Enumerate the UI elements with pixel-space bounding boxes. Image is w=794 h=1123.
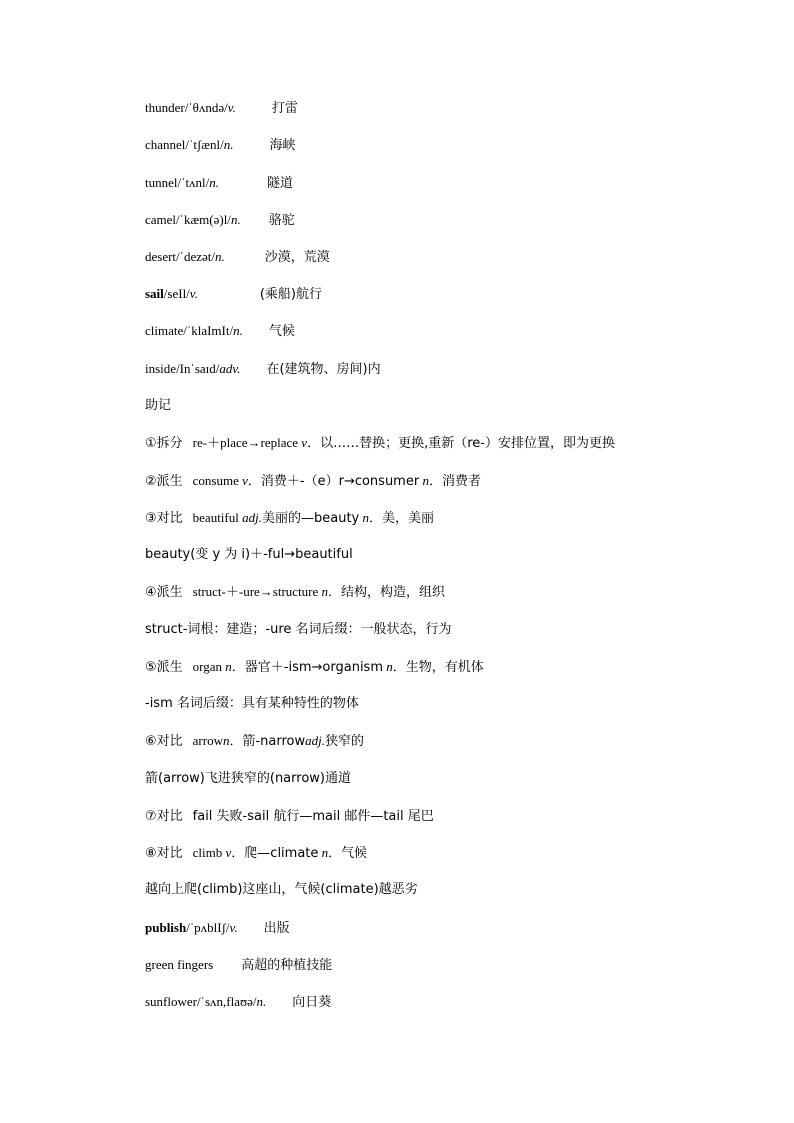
vocab-entry-green-fingers <box>145 956 332 975</box>
note-label: ⑧对比 <box>145 846 183 861</box>
vocab-entry-channel <box>145 136 295 155</box>
note-label: ⑤派生 <box>145 660 183 675</box>
phonetic: /ˈpʌblIʃ/ <box>186 920 230 935</box>
note-8 <box>145 844 367 863</box>
note-4-detail: struct-词根：建造；-ure 名词后缀：一般状态，行为 <box>145 622 452 637</box>
note-text: ．消费＋-（e）r→consumer <box>247 474 420 489</box>
note-label: ④派生 <box>145 585 183 600</box>
word: channel <box>145 137 186 152</box>
part-of-speech: n. <box>209 175 220 190</box>
note-text: consume <box>192 473 239 488</box>
phonetic: /Inˈsaɪd/ <box>176 361 220 376</box>
vocab-entry-camel <box>145 211 295 230</box>
vocab-entry-sunflower <box>145 993 331 1012</box>
note-label: ①拆分 <box>145 436 183 451</box>
note-text: ．美，美丽 <box>369 511 435 526</box>
pos: adj. <box>305 733 326 748</box>
word: sail <box>145 286 164 301</box>
note-text: beautiful <box>192 510 239 525</box>
note-label: ⑦对比 <box>145 809 183 824</box>
note-2 <box>145 472 481 491</box>
pos: n <box>321 584 329 599</box>
note-label: ②派生 <box>145 474 183 489</box>
note-text: organ <box>192 659 223 674</box>
meaning: (乘船)航行 <box>259 287 323 302</box>
part-of-speech: n. <box>230 212 241 227</box>
note-text: climb <box>192 845 223 860</box>
note-3-detail: beauty(变 y 为 i)＋-ful→beautiful <box>145 547 353 562</box>
note-text: ．气候 <box>328 846 368 861</box>
part-of-speech: n. <box>233 323 243 338</box>
phonetic: /ˈtʌnl/ <box>177 175 210 190</box>
part-of-speech: v. <box>189 286 198 301</box>
part-of-speech: v. <box>229 920 238 935</box>
word: inside <box>145 361 177 376</box>
note-5-detail: -ism 名词后缀：具有某种特性的物体 <box>145 696 359 711</box>
meaning: 沙漠，荒漠 <box>264 250 330 265</box>
word: climate <box>145 323 184 338</box>
note-text: re-＋place→replace <box>192 435 299 450</box>
pos: v <box>225 845 232 860</box>
phonetic: /seIl/ <box>163 286 190 301</box>
note-3 <box>145 509 434 528</box>
note-5 <box>145 658 484 677</box>
meaning: 海峡 <box>269 138 296 153</box>
meaning: 气候 <box>268 324 295 339</box>
phonetic: /ˈdezət/ <box>176 249 216 264</box>
phonetic: /ˈklaImIt/ <box>183 323 234 338</box>
pos: adj. <box>242 510 262 525</box>
vocab-entry-climate <box>145 322 295 341</box>
phonetic: /ˈtʃænl/ <box>185 137 224 152</box>
meaning: 高超的种植技能 <box>241 958 333 973</box>
part-of-speech: adv. <box>219 361 241 376</box>
note-text: arrow <box>192 733 223 748</box>
word: thunder <box>145 100 185 115</box>
vocab-entry-inside <box>145 360 381 379</box>
note-1 <box>145 434 615 453</box>
note-label: ③对比 <box>145 511 183 526</box>
part-of-speech: v. <box>227 100 236 115</box>
note-8-detail: 越向上爬(climb)这座山，气候(climate)越恶劣 <box>145 882 418 897</box>
note-text: 狭窄的 <box>325 734 365 749</box>
word: publish <box>145 920 187 935</box>
note-text: ．结构，构造，组织 <box>328 585 446 600</box>
note-text: struct-＋-ure→structure <box>192 584 319 599</box>
meaning: 在(建筑物、房间)内 <box>266 362 381 377</box>
word: sunflower <box>145 994 197 1009</box>
meaning: 打雷 <box>271 101 298 116</box>
pos: n <box>422 473 429 488</box>
meaning: 出版 <box>263 921 290 936</box>
pos: n <box>386 659 393 674</box>
pos: n <box>225 659 232 674</box>
part-of-speech: n. <box>215 249 225 264</box>
word: desert <box>145 249 177 264</box>
note-text: ．消费者 <box>428 474 481 489</box>
note-6-detail: 箭(arrow)飞进狭窄的(narrow)通道 <box>145 771 351 786</box>
note-text: ．箭-narrow <box>229 734 306 749</box>
pos: v <box>242 473 248 488</box>
pos: n <box>321 845 329 860</box>
word: tunnel <box>145 175 178 190</box>
meaning: 隧道 <box>267 176 294 191</box>
vocab-entry-thunder <box>145 99 298 118</box>
vocab-entry-sail <box>145 285 322 304</box>
phonetic: /ˈθʌndə/ <box>184 100 228 115</box>
note-text: ．以……替换；更换,重新（re-）安排位置，即为更换 <box>307 436 615 451</box>
meaning: 向日葵 <box>292 995 332 1010</box>
mnemonic-heading: 助记 <box>145 398 172 413</box>
phonetic: /ˈkæm(ə)l/ <box>176 212 231 227</box>
note-6 <box>145 732 364 751</box>
vocab-entry-tunnel <box>145 174 293 193</box>
pos: n <box>222 733 230 748</box>
note-text: 美丽的—beauty <box>262 511 360 526</box>
pos: n <box>362 510 369 525</box>
word: camel <box>145 212 177 227</box>
note-text: ．器官＋-ism→organism <box>231 660 383 675</box>
phonetic: /ˈsʌn,flaʊə/ <box>197 994 257 1009</box>
vocab-entry-desert <box>145 248 330 267</box>
note-text: ．生物，有机体 <box>392 660 484 675</box>
note-text: ．爬—climate <box>231 846 319 861</box>
word: green fingers <box>145 957 214 972</box>
note-text: fail 失败-sail 航行—mail 邮件—tail 尾巴 <box>192 809 434 824</box>
part-of-speech: n. <box>256 994 267 1009</box>
note-4 <box>145 583 445 602</box>
part-of-speech: n. <box>223 137 234 152</box>
pos: v <box>301 435 308 450</box>
vocab-entry-publish <box>145 919 290 938</box>
note-7 <box>145 807 434 826</box>
meaning: 骆驼 <box>268 213 295 228</box>
note-label: ⑥对比 <box>145 734 183 749</box>
